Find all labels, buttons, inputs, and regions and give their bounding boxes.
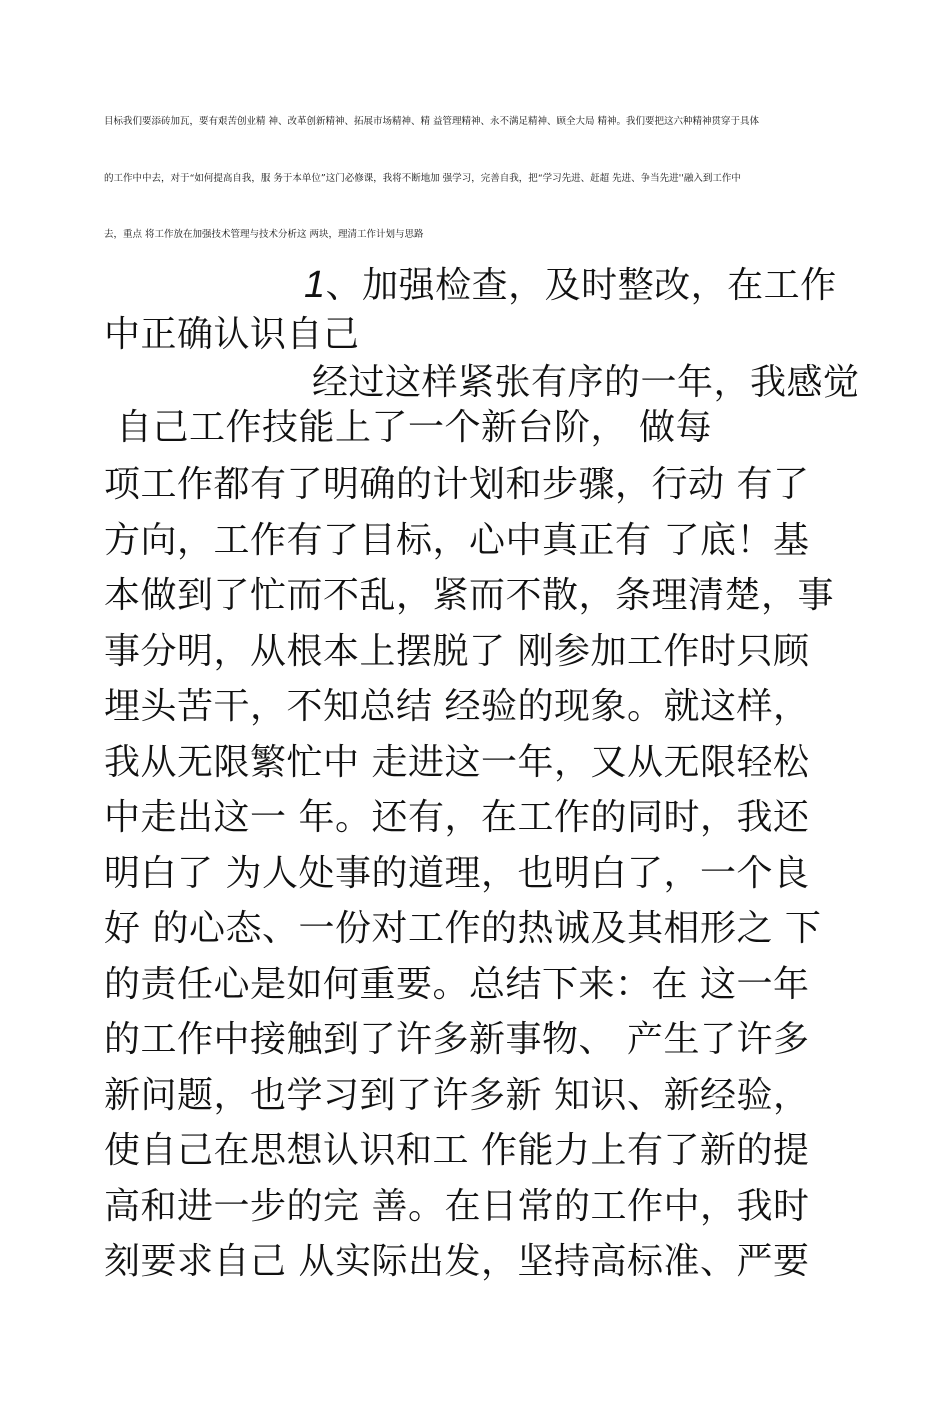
section-heading-line-1 <box>304 263 837 308</box>
intro-paragraph-line-3: 去，重点 将工作放在加强技术管理与技术分析这 两块，理清工作计划与思路 <box>104 229 424 240</box>
section-heading-line-2: 中正确认识自己 <box>104 314 360 355</box>
body-line-11: 好 的心态、一份对工作的热诚及其相形之 下 <box>104 908 822 949</box>
body-line-16: 高和进一步的完 善。在日常的工作中，我时 <box>104 1186 810 1227</box>
body-line-5: 本做到了忙而不乱，紧而不散，条理清楚，事 <box>104 575 835 616</box>
body-line-3: 项工作都有了明确的计划和步骤，行动 有了 <box>104 464 810 505</box>
body-line-7: 埋头苦干，不知总结 经验的现象。就这样， <box>104 686 810 727</box>
body-line-2: 自己工作技能上了一个新台阶， 做每 <box>116 407 712 448</box>
body-line-10: 明白了 为人处事的道理，也明白了，一个良 <box>104 853 810 894</box>
body-line-17: 刻要求自己 从实际出发，坚持高标准、严要 <box>104 1241 810 1282</box>
body-line-13: 的工作中接触到了许多新事物、 产生了许多 <box>104 1019 810 1060</box>
body-line-14: 新问题，也学习到了许多新 知识、新经验， <box>104 1075 810 1116</box>
body-line-12: 的责任心是如何重要。总结下来：在 这一年 <box>104 964 810 1005</box>
body-line-6: 事分明，从根本上摆脱了 刚参加工作时只顾 <box>104 631 810 672</box>
body-line-9: 中走出这一 年。还有，在工作的同时，我还 <box>104 797 810 838</box>
body-line-8: 我从无限繁忙中 走进这一年，又从无限轻松 <box>104 742 810 783</box>
intro-paragraph-line-1: 目标我们要添砖加瓦，要有艰苦创业精 神、改革创新精神、拓展市场精神、精 益管理精神、永不满足精神、顾全大局 精神。我们要把这六种精神贯穿于具体 <box>104 116 760 127</box>
intro-paragraph-line-2: 的工作中中去，对于“如何提高自我，服 务于本单位”这门必修课，我将不断地加 强学习，完善自我，把“学习先进、赶超 先进、争当先进''融入到工作中 <box>104 173 741 184</box>
body-line-1: 经过这样紧张有序的一年，我感觉 <box>312 362 860 403</box>
body-line-4: 方向，工作有了目标，心中真正有 了底！基 <box>104 520 810 561</box>
body-line-15: 使自己在思想认识和工 作能力上有了新的提 <box>104 1130 810 1171</box>
section-heading-number: 1 <box>304 264 326 306</box>
section-heading-text: 、加强检查，及时整改，在工作 <box>325 265 837 306</box>
